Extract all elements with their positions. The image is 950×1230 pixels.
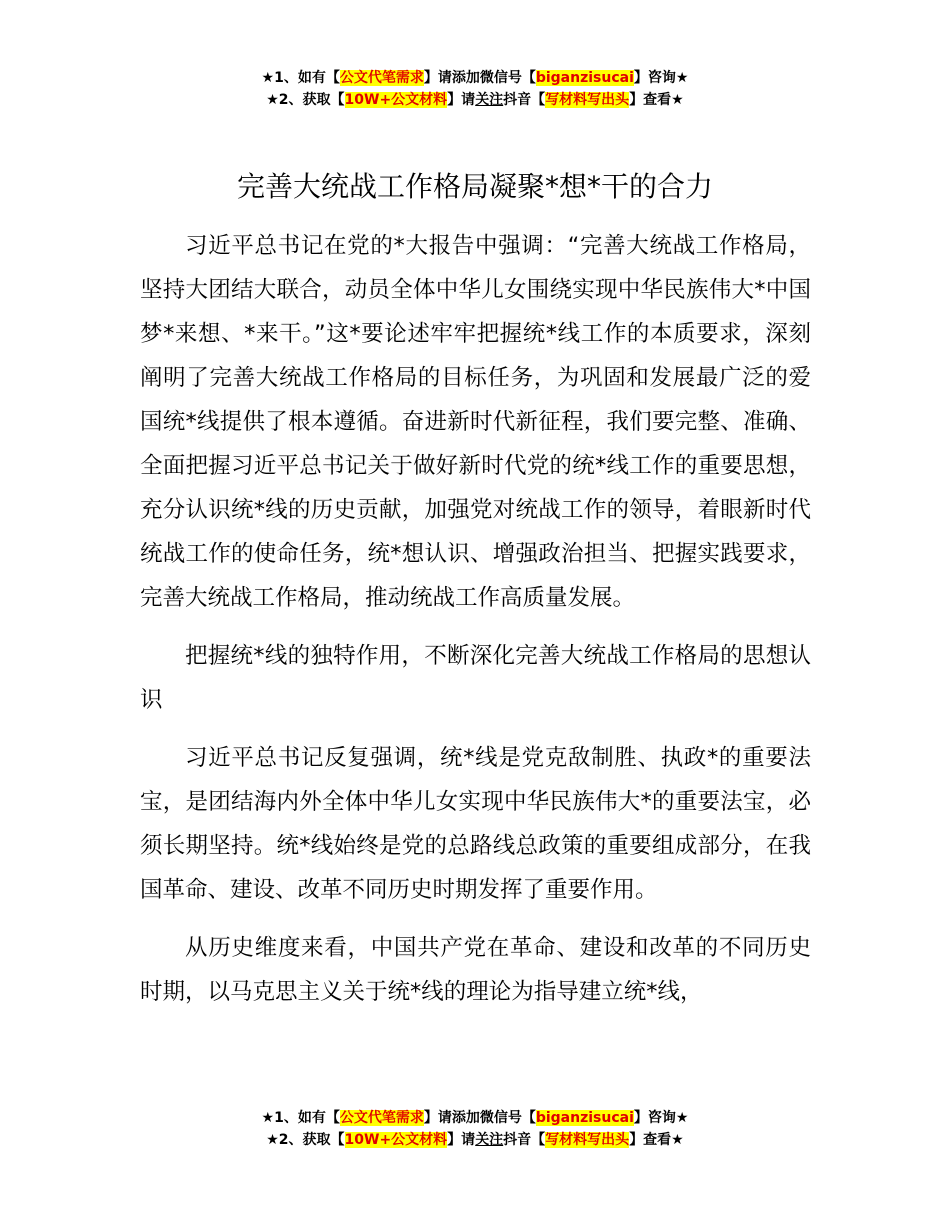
banner-line-1 — [0, 67, 950, 89]
banner-text: 抖音【 — [503, 1132, 546, 1148]
highlight-douyin: 写材料写出头 — [545, 92, 630, 108]
underlined-follow: 关注 — [475, 92, 504, 108]
banner-text: ★1、如有【 — [261, 70, 340, 86]
highlight-ghostwriting: 公文代笔需求 — [339, 70, 424, 86]
underlined-follow: 关注 — [475, 1132, 504, 1148]
document-title: 完善大统战工作格局凝聚*想*干的合力 — [236, 170, 713, 203]
section-heading: 把握统*线的独特作用，不断深化完善大统战工作格局的思想认识 — [140, 643, 811, 713]
highlight-douyin: 写材料写出头 — [545, 1132, 630, 1148]
highlight-wechat-id: biganzisucai — [535, 1110, 634, 1126]
paragraph: 习近平总书记反复强调，统*线是党克敌制胜、执政*的重要法宝，是团结海内外全体中华儿女实现中华民族伟大*的重要法宝，必须长期坚持。统*线始终是党的总路线总政策的重要组成部分，在我国革命、建设、改革不同历史时期发挥了重要作用。 — [140, 745, 811, 903]
banner-line-2 — [0, 89, 950, 111]
banner-text: 】咨询★ — [633, 70, 689, 86]
banner-text: 】请 — [447, 1132, 476, 1148]
header-banner — [0, 67, 950, 111]
highlight-wechat-id: biganzisucai — [535, 70, 634, 86]
banner-text: 】请 — [447, 92, 476, 108]
banner-text: ★2、获取【 — [266, 92, 345, 108]
banner-line-2 — [0, 1129, 950, 1151]
paragraph: 从历史维度来看，中国共产党在革命、建设和改革的不同历史时期，以马克思主义关于统*线的理论为指导建立统*线， — [140, 935, 811, 1005]
banner-text: 】请添加微信号【 — [423, 1110, 536, 1126]
highlight-ghostwriting: 公文代笔需求 — [339, 1110, 424, 1126]
banner-text: 】咨询★ — [633, 1110, 689, 1126]
footer-banner — [0, 1107, 950, 1151]
highlight-materials: 10W+公文材料 — [344, 92, 448, 108]
document-body — [140, 224, 811, 1028]
banner-text: 抖音【 — [503, 92, 546, 108]
banner-line-1 — [0, 1107, 950, 1129]
banner-text: 】查看★ — [629, 92, 684, 108]
banner-text: 】请添加微信号【 — [423, 70, 536, 86]
highlight-materials: 10W+公文材料 — [344, 1132, 448, 1148]
banner-text: ★2、获取【 — [266, 1132, 345, 1148]
paragraph: 习近平总书记在党的*大报告中强调：“完善大统战工作格局，坚持大团结大联合，动员全体中华儿女围绕实现中华民族伟大*中国梦*来想、*来干。”这*要论述牢牢把握统*线工作的本质要求，深刻阐明了完善大统战工作格局的目标任务，为巩固和发展最广泛的爱国统*线提供了根本遵循。奋进新时代新征程，我们要完整、准确、全面把握习近平总书记关于做好新时代党的统*线工作的重要思想，充分认识统*线的历史贡献，加强党对统战工作的领导，着眼新时代统战工作的使命任务，统*想认识、增强政治担当、把握实践要求，完善大统战工作格局，推动统战工作高质量发展。 — [140, 233, 811, 611]
banner-text: ★1、如有【 — [261, 1110, 340, 1126]
banner-text: 】查看★ — [629, 1132, 684, 1148]
